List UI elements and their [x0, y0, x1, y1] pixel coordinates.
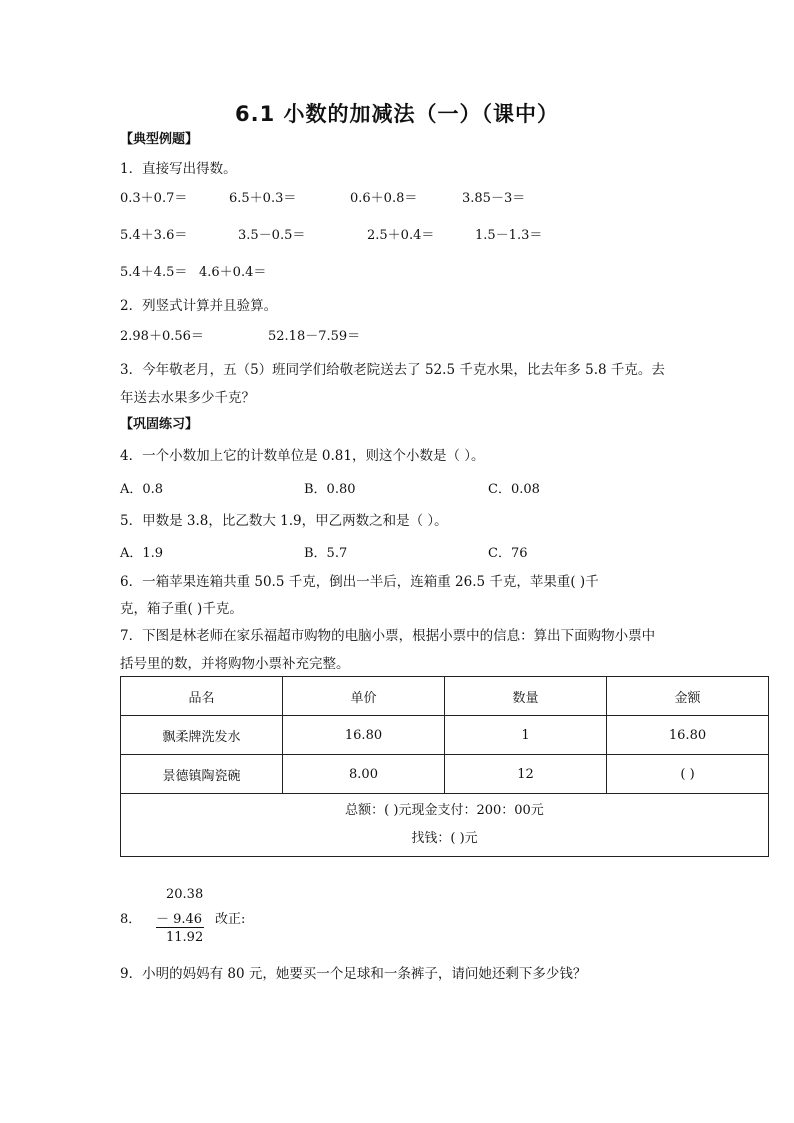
q8-top-number: 20.38 — [166, 887, 204, 902]
q1-item: 6.5＋0.3＝ — [229, 191, 297, 206]
footer-cell — [121, 794, 769, 857]
q4-option-b: B．0.80 — [304, 482, 356, 497]
page-title: 6.1 小数的加减法（一）（课中） — [234, 102, 559, 126]
q1-item: 3.85－3＝ — [462, 191, 526, 206]
question-6-line2: 克，箱子重( )千克。 — [120, 601, 243, 617]
change-line: 找钱：( )元 — [411, 831, 478, 846]
q1-item: 0.6＋0.8＝ — [350, 191, 418, 206]
header-cell: 单价 — [283, 677, 445, 716]
q8-result: 11.92 — [166, 930, 204, 945]
q1-item: 2.5＋0.4＝ — [367, 228, 435, 243]
question-5: 5．甲数是 3.8，比乙数大 1.9，甲乙两数之和是（ ）。 — [120, 513, 448, 529]
question-7-line2: 括号里的数，并将购物小票补充完整。 — [120, 656, 350, 672]
section-example-heading: 【典型例题】 — [120, 132, 199, 147]
cell: 12 — [445, 755, 607, 794]
table-row — [121, 755, 769, 794]
question-9: 9．小明的妈妈有 80 元，她要买一个足球和一条裤子，请问她还剩下多少钱？ — [120, 966, 587, 982]
question-4: 4．一个小数加上它的计数单位是 0.81，则这个小数是（ ）。 — [120, 448, 485, 464]
total-line: 总额：( )元现金支付：200：00元 — [345, 803, 544, 818]
cell: 飘柔牌洗发水 — [121, 716, 283, 755]
question-8-number: 8． — [120, 912, 142, 927]
header-cell: 金额 — [607, 677, 769, 716]
q1-item: 1.5－1.3＝ — [475, 228, 543, 243]
q1-item: 5.4＋3.6＝ — [120, 228, 188, 243]
cell: 8.00 — [283, 755, 445, 794]
q5-option-a: A．1.9 — [120, 546, 164, 561]
cell: 16.80 — [607, 716, 769, 755]
q2-item: 52.18－7.59＝ — [268, 329, 361, 344]
q1-item: 3.5－0.5＝ — [238, 228, 306, 243]
q5-option-b: B．5.7 — [304, 546, 348, 561]
question-3-line1: 3．今年敬老月，五（5）班同学们给敬老院送去了 52.5 千克水果，比去年多 5.8 千克。去 — [120, 362, 665, 378]
question-3-line2: 年送去水果多少千克？ — [120, 390, 255, 406]
q8-correction-label: 改正: — [215, 912, 246, 927]
header-cell: 数量 — [445, 677, 607, 716]
table-header-row — [121, 677, 769, 716]
q2-item: 2.98＋0.56＝ — [120, 329, 204, 344]
question-1: 1．直接写出得数。 — [120, 161, 237, 177]
q5-option-c: C．76 — [488, 546, 528, 561]
cell: 1 — [445, 716, 607, 755]
cell: 景德镇陶瓷碗 — [121, 755, 283, 794]
question-2: 2．列竖式计算并且验算。 — [120, 298, 278, 314]
q1-item: 0.3＋0.7＝ — [120, 191, 188, 206]
question-6-line1: 6．一箱苹果连箱共重 50.5 千克，倒出一半后，连箱重 26.5 千克，苹果重( )千 — [120, 574, 599, 590]
table-footer-row — [121, 794, 769, 857]
q4-option-a: A．0.8 — [120, 482, 164, 497]
q8-rule — [156, 927, 204, 928]
section-practice-heading: 【巩固练习】 — [120, 417, 199, 432]
cell: ( ) — [607, 755, 769, 794]
question-7-line1: 7．下图是林老师在家乐福超市购物的电脑小票，根据小票中的信息：算出下面购物小票中 — [120, 628, 656, 644]
q1-item: 5.4＋4.5＝ — [120, 265, 188, 280]
cell: 16.80 — [283, 716, 445, 755]
table-row — [121, 716, 769, 755]
header-cell: 品名 — [121, 677, 283, 716]
receipt-table — [120, 676, 769, 857]
q4-option-c: C．0.08 — [488, 482, 540, 497]
q1-item: 4.6＋0.4＝ — [199, 265, 267, 280]
q8-subtrahend: － 9.46 — [156, 912, 203, 927]
